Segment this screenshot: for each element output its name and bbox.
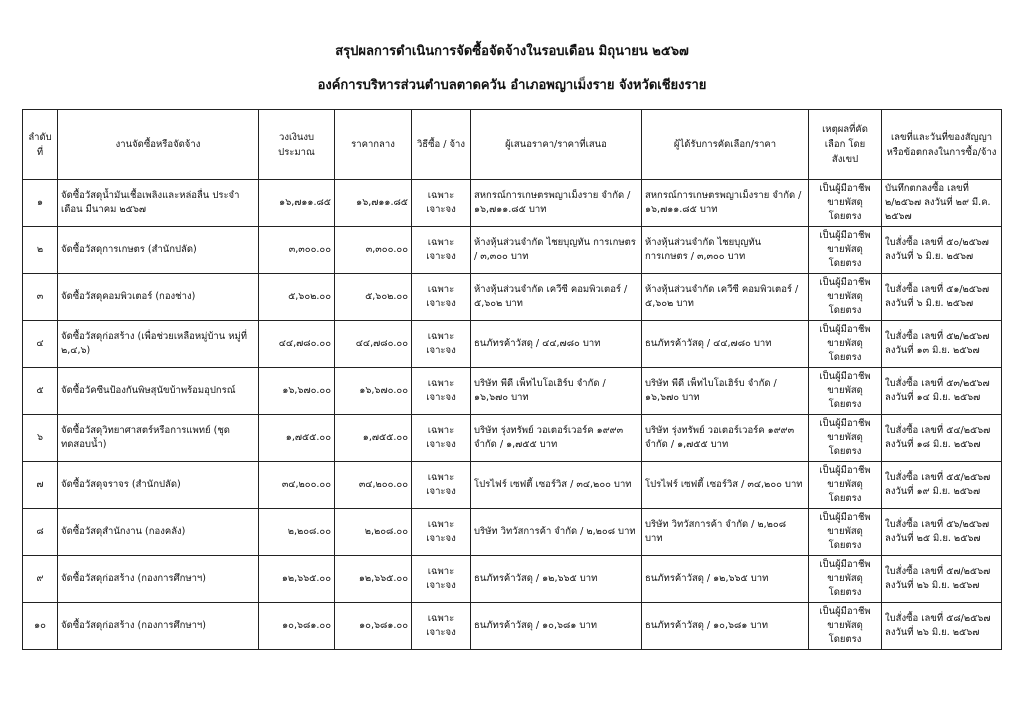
- cell-selected: ธนภัทรค้าวัสดุ / ๔๔,๗๘๐ บาท: [642, 321, 809, 368]
- cell-item: จัดซื้อวัสดุก่อสร้าง (กองการศึกษาฯ): [58, 603, 259, 650]
- cell-no: ๖: [23, 415, 58, 462]
- cell-no: ๑๐: [23, 603, 58, 650]
- cell-median-price: ๑๐,๖๘๑.๐๐: [335, 603, 412, 650]
- cell-selected: ห้างหุ้นส่วนจำกัด ไชยบุญทัน การเกษตร / ๓,๓๐๐ บาท: [642, 227, 809, 274]
- cell-method: เฉพาะเจาะจง: [412, 462, 471, 509]
- cell-budget: ๑๒,๖๖๕.๐๐: [259, 556, 335, 603]
- cell-reason: เป็นผู้มีอาชีพ ขายพัสดุโดยตรง: [809, 180, 882, 227]
- cell-reason: เป็นผู้มีอาชีพ ขายพัสดุโดยตรง: [809, 321, 882, 368]
- table-row: [23, 462, 1002, 509]
- header-item: งานจัดซื้อหรือจัดจ้าง: [58, 110, 259, 180]
- table-row: [23, 368, 1002, 415]
- cell-item: จัดซื้อวัสดุก่อสร้าง (กองการศึกษาฯ): [58, 556, 259, 603]
- cell-selected: บริษัท พีดี เพ็ทไบโอเฮิร์บ จำกัด / ๑๖,๖๗๐ บาท: [642, 368, 809, 415]
- cell-method: เฉพาะเจาะจง: [412, 603, 471, 650]
- cell-reason: เป็นผู้มีอาชีพ ขายพัสดุโดยตรง: [809, 603, 882, 650]
- table-row: [23, 274, 1002, 321]
- cell-no: ๒: [23, 227, 58, 274]
- table-row: [23, 556, 1002, 603]
- cell-median-price: ๔๔,๗๘๐.๐๐: [335, 321, 412, 368]
- cell-item: จัดซื้อวัสดุจราจร (สำนักปลัด): [58, 462, 259, 509]
- cell-bidder: ห้างหุ้นส่วนจำกัด เควีซี คอมพิวเตอร์ / ๕,๖๐๒ บาท: [471, 274, 642, 321]
- cell-no: ๗: [23, 462, 58, 509]
- cell-reason: เป็นผู้มีอาชีพ ขายพัสดุโดยตรง: [809, 509, 882, 556]
- table-row: [23, 603, 1002, 650]
- cell-budget: ๑๖,๖๗๐.๐๐: [259, 368, 335, 415]
- cell-median-price: ๓,๓๐๐.๐๐: [335, 227, 412, 274]
- cell-selected: ห้างหุ้นส่วนจำกัด เควีซี คอมพิวเตอร์ / ๕,๖๐๒ บาท: [642, 274, 809, 321]
- cell-budget: ๕,๖๐๒.๐๐: [259, 274, 335, 321]
- header-budget: วงเงินงบประมาณ: [259, 110, 335, 180]
- cell-reason: เป็นผู้มีอาชีพ ขายพัสดุโดยตรง: [809, 415, 882, 462]
- cell-budget: ๒,๒๐๘.๐๐: [259, 509, 335, 556]
- cell-contract: ใบสั่งซื้อ เลขที่ ๕๑/๒๕๖๗ ลงวันที่ ๖ มิ.ย. ๒๕๖๗: [882, 274, 1002, 321]
- cell-contract: ใบสั่งซื้อ เลขที่ ๕๖/๒๕๖๗ ลงวันที่ ๒๕ มิ.ย. ๒๕๖๗: [882, 509, 1002, 556]
- cell-no: ๙: [23, 556, 58, 603]
- cell-method: เฉพาะเจาะจง: [412, 368, 471, 415]
- cell-no: ๑: [23, 180, 58, 227]
- table-row: [23, 180, 1002, 227]
- table-row: [23, 509, 1002, 556]
- header-bidders: ผู้เสนอราคา/ราคาที่เสนอ: [471, 110, 642, 180]
- cell-bidder: ห้างหุ้นส่วนจำกัด ไชยบุญทัน การเกษตร / ๓,๓๐๐ บาท: [471, 227, 642, 274]
- cell-selected: โปรไฟร์ เซฟตี้ เซอร์วิส / ๓๔,๒๐๐ บาท: [642, 462, 809, 509]
- cell-bidder: สหกรณ์การเกษตรพญาเม็งราย จำกัด / ๑๖,๗๑๑.๘๕ บาท: [471, 180, 642, 227]
- cell-median-price: ๒,๒๐๘.๐๐: [335, 509, 412, 556]
- cell-bidder: บริษัท วิทวัสการค้า จำกัด / ๒,๒๐๘ บาท: [471, 509, 642, 556]
- header-contract: เลขที่และวันที่ของสัญญา หรือข้อตกลงในการซื้อ/จ้าง: [882, 110, 1002, 180]
- cell-budget: ๔๔,๗๘๐.๐๐: [259, 321, 335, 368]
- cell-method: เฉพาะเจาะจง: [412, 556, 471, 603]
- cell-no: ๔: [23, 321, 58, 368]
- cell-selected: บริษัท รุ่งทรัพย์ วอเตอร์เวอร์ค ๑๙๙๓ จำกัด / ๑,๗๕๕ บาท: [642, 415, 809, 462]
- cell-budget: ๓๔,๒๐๐.๐๐: [259, 462, 335, 509]
- cell-reason: เป็นผู้มีอาชีพ ขายพัสดุโดยตรง: [809, 368, 882, 415]
- cell-contract: ใบสั่งซื้อ เลขที่ ๕๕/๒๕๖๗ ลงวันที่ ๑๙ มิ.ย. ๒๕๖๗: [882, 462, 1002, 509]
- cell-contract: ใบสั่งซื้อ เลขที่ ๕๒/๒๕๖๗ ลงวันที่ ๑๓ มิ.ย. ๒๕๖๗: [882, 321, 1002, 368]
- report-title: สรุปผลการดำเนินการจัดซื้อจัดจ้างในรอบเดือน มิถุนายน ๒๕๖๗: [335, 44, 689, 59]
- cell-bidder: โปรไฟร์ เซฟตี้ เซอร์วิส / ๓๔,๒๐๐ บาท: [471, 462, 642, 509]
- cell-bidder: บริษัท รุ่งทรัพย์ วอเตอร์เวอร์ค ๑๙๙๓ จำกัด / ๑,๗๕๕ บาท: [471, 415, 642, 462]
- cell-method: เฉพาะเจาะจง: [412, 321, 471, 368]
- cell-median-price: ๓๔,๒๐๐.๐๐: [335, 462, 412, 509]
- table-row: [23, 415, 1002, 462]
- cell-bidder: ธนภัทรค้าวัสดุ / ๔๔,๗๘๐ บาท: [471, 321, 642, 368]
- header-reason: เหตุผลที่คัดเลือก โดยสังเขป: [809, 110, 882, 180]
- cell-contract: ใบสั่งซื้อ เลขที่ ๕๘/๒๕๖๗ ลงวันที่ ๒๖ มิ.ย. ๒๕๖๗: [882, 603, 1002, 650]
- procurement-table: [22, 109, 1002, 650]
- cell-budget: ๑,๗๕๕.๐๐: [259, 415, 335, 462]
- table-header-row: [23, 110, 1002, 180]
- cell-method: เฉพาะเจาะจง: [412, 227, 471, 274]
- cell-method: เฉพาะเจาะจง: [412, 509, 471, 556]
- cell-budget: ๑๐,๖๘๑.๐๐: [259, 603, 335, 650]
- header-median-price: ราคากลาง: [335, 110, 412, 180]
- cell-item: จัดซื้อวัสดุการเกษตร (สำนักปลัด): [58, 227, 259, 274]
- cell-contract: บันทึกตกลงซื้อ เลขที่ ๒/๒๕๖๗ ลงวันที่ ๒๙ มี.ค. ๒๕๖๗: [882, 180, 1002, 227]
- header-method: วิธีซื้อ / จ้าง: [412, 110, 471, 180]
- cell-contract: ใบสั่งซื้อ เลขที่ ๕๔/๒๕๖๗ ลงวันที่ ๑๘ มิ.ย. ๒๕๖๗: [882, 415, 1002, 462]
- cell-bidder: ธนภัทรค้าวัสดุ / ๑๐,๖๘๑ บาท: [471, 603, 642, 650]
- cell-method: เฉพาะเจาะจง: [412, 180, 471, 227]
- header-selected: ผู้ได้รับการคัดเลือก/ราคา: [642, 110, 809, 180]
- table-row: [23, 321, 1002, 368]
- cell-reason: เป็นผู้มีอาชีพ ขายพัสดุโดยตรง: [809, 274, 882, 321]
- cell-median-price: ๑๒,๖๖๕.๐๐: [335, 556, 412, 603]
- cell-budget: ๓,๓๐๐.๐๐: [259, 227, 335, 274]
- cell-bidder: บริษัท พีดี เพ็ทไบโอเฮิร์บ จำกัด / ๑๖,๖๗๐ บาท: [471, 368, 642, 415]
- cell-item: จัดซื้อวัสดุก่อสร้าง (เพื่อช่วยเหลือหมู่บ้าน หมู่ที่ ๒,๔,๖): [58, 321, 259, 368]
- cell-no: ๕: [23, 368, 58, 415]
- cell-median-price: ๑๖,๖๗๐.๐๐: [335, 368, 412, 415]
- cell-contract: ใบสั่งซื้อ เลขที่ ๕๐/๒๕๖๗ ลงวันที่ ๖ มิ.ย. ๒๕๖๗: [882, 227, 1002, 274]
- cell-no: ๘: [23, 509, 58, 556]
- cell-item: จัดซื้อวัสดุน้ำมันเชื้อเพลิงและหล่อลื่น ประจำเดือน มีนาคม ๒๕๖๗: [58, 180, 259, 227]
- cell-contract: ใบสั่งซื้อ เลขที่ ๕๗/๒๕๖๗ ลงวันที่ ๒๖ มิ.ย. ๒๕๖๗: [882, 556, 1002, 603]
- cell-no: ๓: [23, 274, 58, 321]
- cell-contract: ใบสั่งซื้อ เลขที่ ๕๓/๒๕๖๗ ลงวันที่ ๑๔ มิ.ย. ๒๕๖๗: [882, 368, 1002, 415]
- header-no: ลำดับที่: [23, 110, 58, 180]
- cell-reason: เป็นผู้มีอาชีพ ขายพัสดุโดยตรง: [809, 227, 882, 274]
- cell-item: จัดซื้อวัสดุคอมพิวเตอร์ (กองช่าง): [58, 274, 259, 321]
- report-subtitle: องค์การบริหารส่วนตำบลตาดควัน อำเภอพญาเม็งราย จังหวัดเชียงราย: [317, 78, 707, 93]
- cell-selected: สหกรณ์การเกษตรพญาเม็งราย จำกัด / ๑๖,๗๑๑.๘๕ บาท: [642, 180, 809, 227]
- cell-selected: ธนภัทรค้าวัสดุ / ๑๒,๖๖๕ บาท: [642, 556, 809, 603]
- cell-median-price: ๑,๗๕๕.๐๐: [335, 415, 412, 462]
- cell-item: จัดซื้อวัสดุวิทยาศาสตร์หรือการแพทย์ (ชุดทดสอบน้ำ): [58, 415, 259, 462]
- cell-item: จัดซื้อวัคซีนป้องกันพิษสุนัขบ้าพร้อมอุปกรณ์: [58, 368, 259, 415]
- cell-method: เฉพาะเจาะจง: [412, 415, 471, 462]
- cell-median-price: ๕,๖๐๒.๐๐: [335, 274, 412, 321]
- cell-bidder: ธนภัทรค้าวัสดุ / ๑๒,๖๖๕ บาท: [471, 556, 642, 603]
- cell-item: จัดซื้อวัสดุสำนักงาน (กองคลัง): [58, 509, 259, 556]
- table-row: [23, 227, 1002, 274]
- cell-selected: ธนภัทรค้าวัสดุ / ๑๐,๖๘๑ บาท: [642, 603, 809, 650]
- cell-median-price: ๑๖,๗๑๑.๘๕: [335, 180, 412, 227]
- cell-reason: เป็นผู้มีอาชีพ ขายพัสดุโดยตรง: [809, 462, 882, 509]
- cell-selected: บริษัท วิทวัสการค้า จำกัด / ๒,๒๐๘ บาท: [642, 509, 809, 556]
- cell-method: เฉพาะเจาะจง: [412, 274, 471, 321]
- cell-budget: ๑๖,๗๑๑.๘๕: [259, 180, 335, 227]
- cell-reason: เป็นผู้มีอาชีพ ขายพัสดุโดยตรง: [809, 556, 882, 603]
